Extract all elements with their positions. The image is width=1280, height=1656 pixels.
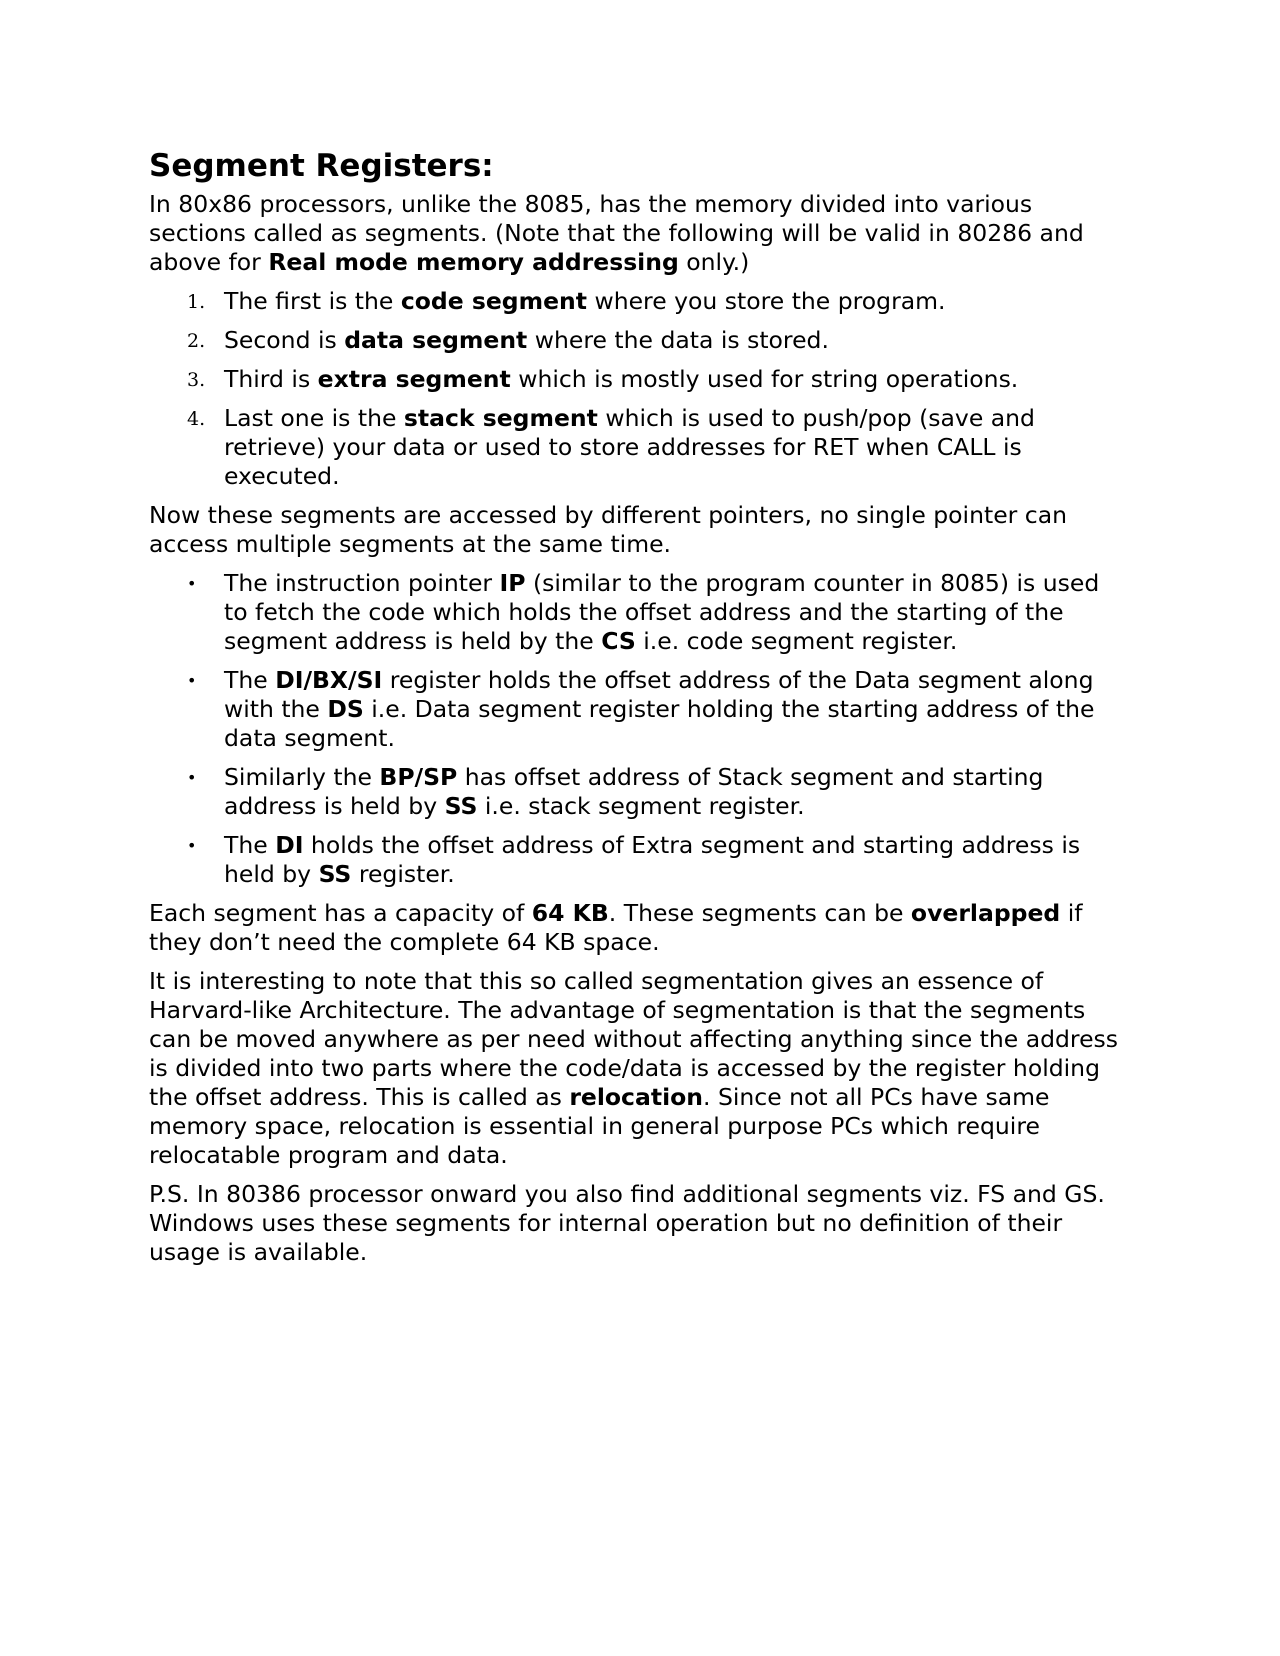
item-bold: DI/BX/SI bbox=[275, 666, 383, 694]
item-text: The instruction pointer bbox=[224, 569, 500, 597]
relocation-paragraph bbox=[149, 967, 1129, 1170]
item-text: which is mostly used for string operations. bbox=[510, 365, 1019, 393]
list-number: 1. bbox=[187, 291, 206, 313]
item-text: has offset address of Stack segment and starting address is held by bbox=[224, 763, 1044, 820]
item-text: The bbox=[224, 666, 276, 694]
document-page bbox=[149, 146, 1129, 1277]
capacity-text: . These segments can be bbox=[608, 899, 911, 927]
item-text: Second is bbox=[224, 326, 345, 354]
capacity-paragraph bbox=[149, 899, 1129, 957]
item-bold: code segment bbox=[400, 287, 588, 315]
item-text: register. bbox=[351, 860, 455, 888]
item-text: holds the offset address of Extra segment and starting address is held by bbox=[224, 831, 1081, 888]
list-number: 3. bbox=[187, 369, 206, 391]
list-item bbox=[149, 569, 1129, 656]
capacity-text: Each segment has a capacity of bbox=[149, 899, 532, 927]
item-text: Similarly the bbox=[224, 763, 380, 791]
list-number: 2. bbox=[187, 330, 206, 352]
item-bold: DI bbox=[275, 831, 304, 859]
list-item bbox=[149, 666, 1129, 753]
intro-text-end: only.) bbox=[678, 248, 750, 276]
intro-bold: Real mode memory addressing bbox=[268, 248, 679, 276]
item-text: which is used to push/pop (save and retrieve) your data or used to store addresses for RET when CALL is executed. bbox=[224, 404, 1035, 490]
relocation-text: . Since not all PCs have same memory space, relocation is essential in general purpose PCs which require relocatable program and data. bbox=[149, 1083, 1050, 1169]
item-bold: stack segment bbox=[403, 404, 598, 432]
item-bold: SS bbox=[318, 860, 352, 888]
item-bold: CS bbox=[601, 627, 636, 655]
item-text: i.e. Data segment register holding the starting address of the data segment. bbox=[224, 695, 1095, 752]
item-text: register holds the offset address of the Data segment along with the bbox=[224, 666, 1094, 723]
item-text: i.e. stack segment register. bbox=[477, 792, 805, 820]
item-bold: DS bbox=[327, 695, 364, 723]
list-number: 4. bbox=[187, 408, 206, 430]
segment-list bbox=[149, 287, 1129, 491]
relocation-bold: relocation bbox=[569, 1083, 704, 1111]
bullet-icon: • bbox=[187, 671, 197, 690]
item-text: Third is bbox=[224, 365, 318, 393]
bullet-icon: • bbox=[187, 574, 197, 593]
item-bold: BP/SP bbox=[379, 763, 458, 791]
item-bold: IP bbox=[499, 569, 526, 597]
intro-text: In 80x86 processors, unlike the 8085, has the memory divided into various sections called as segments. (Note that the following will be valid in 80286 and above for bbox=[149, 190, 1084, 276]
page-title: Segment Registers: bbox=[149, 148, 494, 184]
item-text: The bbox=[224, 831, 276, 859]
item-text: where the data is stored. bbox=[527, 326, 829, 354]
capacity-bold: overlapped bbox=[910, 899, 1061, 927]
item-text: (similar to the program counter in 8085) is used to fetch the code which holds the offset address and the starting of the segment address is held by the bbox=[224, 569, 1100, 655]
list-item bbox=[149, 763, 1129, 821]
item-bold: SS bbox=[444, 792, 478, 820]
item-bold: extra segment bbox=[317, 365, 511, 393]
list-item bbox=[149, 404, 1129, 491]
bullet-icon: • bbox=[187, 836, 197, 855]
list-item bbox=[149, 326, 1129, 355]
pointers-intro-paragraph: Now these segments are accessed by different pointers, no single pointer can access multiple segments at the same time. bbox=[149, 501, 1068, 558]
capacity-text: if they don’t need the complete 64 KB space. bbox=[149, 899, 1083, 956]
item-bold: data segment bbox=[344, 326, 528, 354]
item-text: The first is the bbox=[224, 287, 401, 315]
list-item bbox=[149, 831, 1129, 889]
item-text: where you store the program. bbox=[587, 287, 946, 315]
intro-paragraph bbox=[149, 190, 1129, 277]
list-item bbox=[149, 287, 1129, 316]
ps-paragraph: P.S. In 80386 processor onward you also find additional segments viz. FS and GS. Windows uses these segments for internal operation but no definition of their usage is available. bbox=[149, 1180, 1105, 1266]
list-item bbox=[149, 365, 1129, 394]
item-text: i.e. code segment register. bbox=[635, 627, 958, 655]
pointer-list bbox=[149, 569, 1129, 889]
capacity-bold: 64 KB bbox=[531, 899, 609, 927]
relocation-text: It is interesting to note that this so called segmentation gives an essence of Harvard-like Architecture. The advantage of segmentation is that the segments can be moved anywhere as per need without affecting anything since the address is divided into two parts where the code/data is accessed by the register holding the offset address. This is called as bbox=[149, 967, 1119, 1111]
bullet-icon: • bbox=[187, 768, 197, 787]
item-text: Last one is the bbox=[224, 404, 404, 432]
